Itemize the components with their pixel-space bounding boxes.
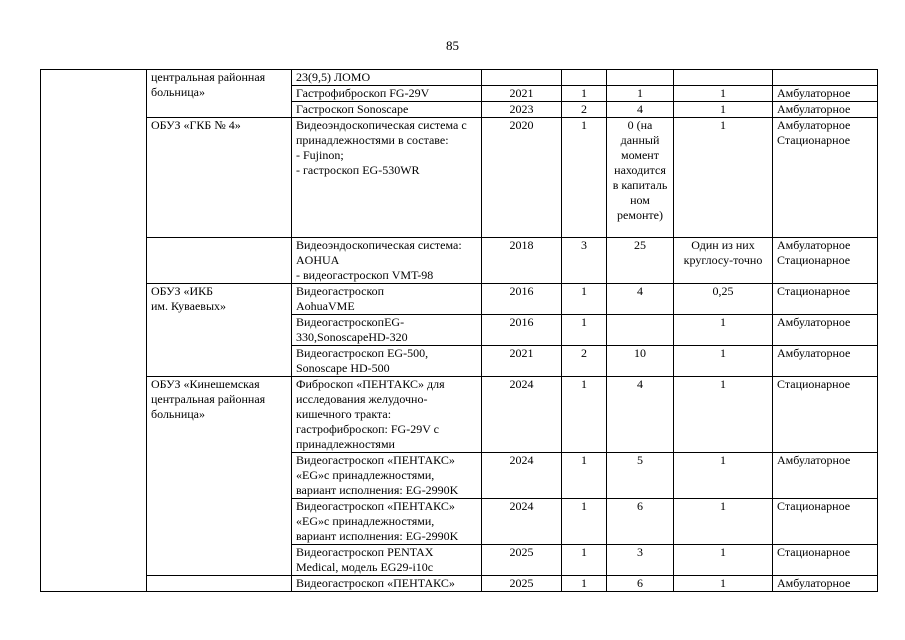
org-cell bbox=[147, 576, 292, 592]
qty-cell: 1 bbox=[562, 377, 607, 453]
year-cell: 2025 bbox=[482, 545, 562, 576]
equipment-cell: Видеоэндоскопическая система с принадлежностями в составе: - Fujinon; - гастроскоп EG-530WR bbox=[292, 118, 482, 238]
shifts-cell: 1 bbox=[674, 545, 773, 576]
page-number: 85 bbox=[446, 38, 459, 53]
shifts-cell: 1 bbox=[674, 346, 773, 377]
mode-cell: Амбулаторное Стационарное bbox=[773, 238, 878, 284]
shifts-cell: 1 bbox=[674, 118, 773, 238]
year-cell: 2024 bbox=[482, 499, 562, 545]
mode-cell: Стационарное bbox=[773, 499, 878, 545]
qty-cell: 3 bbox=[562, 238, 607, 284]
load-cell bbox=[607, 70, 674, 86]
mode-cell: Амбулаторное bbox=[773, 315, 878, 346]
equipment-cell: Видеогастроскоп «ПЕНТАКС» «EG»с принадлежностями, вариант исполнения: EG-2990K bbox=[292, 453, 482, 499]
load-cell: 4 bbox=[607, 284, 674, 315]
shifts-cell: 1 bbox=[674, 453, 773, 499]
load-cell: 10 bbox=[607, 346, 674, 377]
shifts-cell: 1 bbox=[674, 315, 773, 346]
shifts-cell: 1 bbox=[674, 576, 773, 592]
equipment-cell: Видеогастроскоп AohuaVME bbox=[292, 284, 482, 315]
equipment-cell: Гастроскоп Sonoscape bbox=[292, 102, 482, 118]
load-cell: 0 (на данный момент находится в капиталь ном ремонте) bbox=[607, 118, 674, 238]
table-row bbox=[41, 238, 878, 284]
shifts-cell: Один из них круглосу-точно bbox=[674, 238, 773, 284]
qty-cell: 2 bbox=[562, 346, 607, 377]
shifts-cell bbox=[674, 70, 773, 86]
org-cell: ОБУЗ «ИКБ им. Куваевых» bbox=[147, 284, 292, 377]
year-cell: 2021 bbox=[482, 86, 562, 102]
mode-cell: Амбулаторное bbox=[773, 102, 878, 118]
year-cell: 2024 bbox=[482, 453, 562, 499]
qty-cell: 1 bbox=[562, 86, 607, 102]
shifts-cell: 0,25 bbox=[674, 284, 773, 315]
shifts-cell: 1 bbox=[674, 377, 773, 453]
load-cell: 6 bbox=[607, 499, 674, 545]
year-cell: 2025 bbox=[482, 576, 562, 592]
org-cell: центральная районная больница» bbox=[147, 70, 292, 118]
qty-cell: 2 bbox=[562, 102, 607, 118]
equipment-table bbox=[40, 69, 878, 592]
year-cell: 2024 bbox=[482, 377, 562, 453]
table-row bbox=[41, 576, 878, 592]
qty-cell: 1 bbox=[562, 315, 607, 346]
qty-cell: 1 bbox=[562, 499, 607, 545]
qty-cell: 1 bbox=[562, 545, 607, 576]
equipment-cell: ВидеогастроскопEG-330,SonoscapeHD-320 bbox=[292, 315, 482, 346]
equipment-cell: 23(9,5) ЛОМО bbox=[292, 70, 482, 86]
mode-cell: Стационарное bbox=[773, 377, 878, 453]
org-cell: ОБУЗ «ГКБ № 4» bbox=[147, 118, 292, 238]
year-cell: 2016 bbox=[482, 315, 562, 346]
equipment-cell: Видеогастроскоп EG-500, Sonoscape HD-500 bbox=[292, 346, 482, 377]
table-row bbox=[41, 118, 878, 238]
mode-cell: Амбулаторное bbox=[773, 346, 878, 377]
load-cell: 4 bbox=[607, 102, 674, 118]
table-row bbox=[41, 70, 878, 86]
region-cell bbox=[41, 70, 147, 592]
shifts-cell: 1 bbox=[674, 86, 773, 102]
org-cell: ОБУЗ «Кинешемская центральная районная больница» bbox=[147, 377, 292, 576]
mode-cell bbox=[773, 70, 878, 86]
load-cell: 4 bbox=[607, 377, 674, 453]
shifts-cell: 1 bbox=[674, 499, 773, 545]
load-cell: 1 bbox=[607, 86, 674, 102]
qty-cell: 1 bbox=[562, 118, 607, 238]
year-cell: 2021 bbox=[482, 346, 562, 377]
equipment-cell: Видеоэндоскопическая система: AOHUA - видеогастроскоп VMT-98 bbox=[292, 238, 482, 284]
equipment-cell: Видеогастроскоп PENTAX Medical, модель EG29-i10c bbox=[292, 545, 482, 576]
mode-cell: Амбулаторное bbox=[773, 86, 878, 102]
qty-cell bbox=[562, 70, 607, 86]
load-cell: 3 bbox=[607, 545, 674, 576]
year-cell bbox=[482, 70, 562, 86]
equipment-cell: Видеогастроскоп «ПЕНТАКС» «EG»с принадлежностями, вариант исполнения: EG-2990K bbox=[292, 499, 482, 545]
load-cell: 25 bbox=[607, 238, 674, 284]
qty-cell: 1 bbox=[562, 284, 607, 315]
mode-cell: Амбулаторное bbox=[773, 576, 878, 592]
mode-cell: Стационарное bbox=[773, 284, 878, 315]
org-cell bbox=[147, 238, 292, 284]
shifts-cell: 1 bbox=[674, 102, 773, 118]
table-row bbox=[41, 377, 878, 453]
mode-cell: Амбулаторное bbox=[773, 453, 878, 499]
qty-cell: 1 bbox=[562, 453, 607, 499]
load-cell bbox=[607, 315, 674, 346]
equipment-cell: Видеогастроскоп «ПЕНТАКС» bbox=[292, 576, 482, 592]
year-cell: 2020 bbox=[482, 118, 562, 238]
mode-cell: Амбулаторное Стационарное bbox=[773, 118, 878, 238]
equipment-cell: Фиброскоп «ПЕНТАКС» для исследования желудочно-кишечного тракта: гастрофиброскоп: FG-29V с принадлежностями bbox=[292, 377, 482, 453]
equipment-cell: Гастрофиброскоп FG-29V bbox=[292, 86, 482, 102]
year-cell: 2016 bbox=[482, 284, 562, 315]
table-row bbox=[41, 284, 878, 315]
load-cell: 5 bbox=[607, 453, 674, 499]
year-cell: 2023 bbox=[482, 102, 562, 118]
qty-cell: 1 bbox=[562, 576, 607, 592]
mode-cell: Стационарное bbox=[773, 545, 878, 576]
load-cell: 6 bbox=[607, 576, 674, 592]
year-cell: 2018 bbox=[482, 238, 562, 284]
